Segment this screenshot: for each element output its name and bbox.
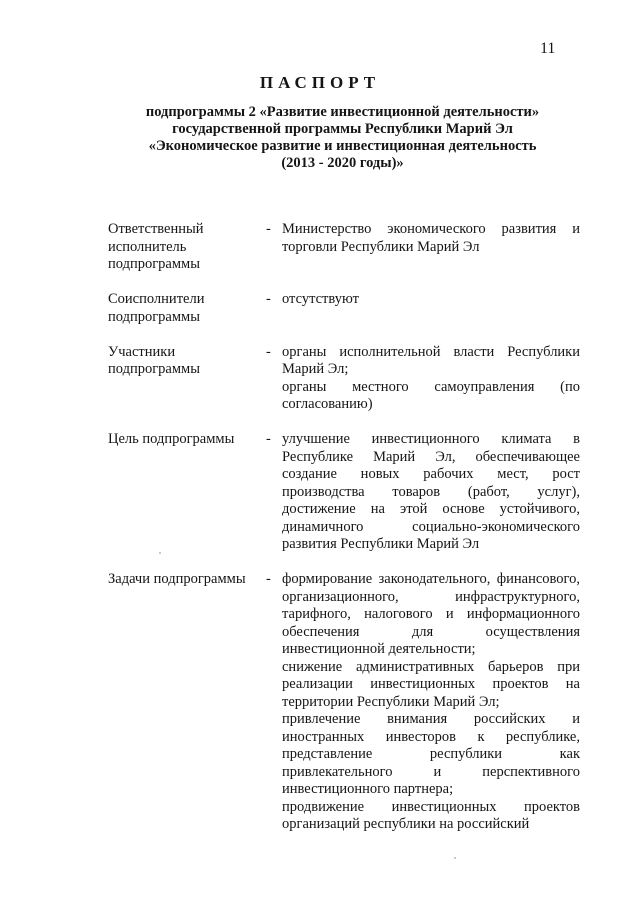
- title-line: государственной программы Республики Марий Эл: [172, 121, 513, 137]
- row-value: [282, 431, 580, 554]
- title-line: (2013 - 2020 годы)»: [281, 155, 404, 171]
- value-line: органы местного самоуправления (по согласованию): [282, 378, 580, 412]
- row-value: [282, 291, 580, 326]
- value-line: Министерство экономического развития и торговли Республики Марий Эл: [282, 221, 580, 255]
- row-label: Соисполнители подпрограммы: [108, 291, 205, 325]
- page-number: 11: [540, 40, 556, 57]
- passport-row-participants: [108, 344, 580, 414]
- passport-row-tasks: [108, 571, 580, 834]
- value-line: органы исполнительной власти Республики Марий Эл;: [282, 343, 580, 377]
- row-label: Участники подпрограммы: [108, 343, 200, 377]
- row-value: [282, 221, 580, 274]
- scan-speck: [159, 552, 161, 554]
- value-line: улучшение инвестиционного климата в Республике Марий Эл, обеспечивающее создание новых рабочих мест, рост производства товаров (работ, услуг), достижение на этой основе устойчивого, динамичного социально-экономического развития Республики Марий Эл: [282, 431, 580, 552]
- document-title: [100, 104, 585, 172]
- row-dash: -: [266, 431, 271, 447]
- document-heading: ПАСПОРТ: [259, 73, 381, 92]
- row-dash: -: [266, 221, 271, 237]
- row-value: [282, 344, 580, 414]
- value-line: отсутствуют: [282, 291, 359, 307]
- value-line: продвижение инвестиционных проектов организаций республики на российский: [282, 798, 580, 832]
- row-dash: -: [266, 571, 271, 587]
- value-line: снижение административных барьеров при реализации инвестиционных проектов на территории Республики Марий Эл;: [282, 658, 580, 710]
- row-label: Ответственный исполнитель подпрограммы: [108, 221, 204, 272]
- passport-table: [108, 221, 580, 851]
- passport-row-responsible: [108, 221, 580, 274]
- title-line: «Экономическое развитие и инвестиционная деятельность: [148, 138, 537, 154]
- value-line: привлечение внимания российских и иностранных инвесторов к республике, представление республики как привлекательного и перспективного инвестиционного партнера;: [282, 711, 580, 797]
- title-line: подпрограммы 2 «Развитие инвестиционной деятельности»: [145, 104, 540, 120]
- row-dash: -: [266, 343, 271, 360]
- passport-row-goal: [108, 431, 580, 554]
- scan-speck: [454, 857, 456, 859]
- row-value: [282, 571, 580, 834]
- row-label: Цель подпрограммы: [108, 431, 235, 447]
- value-line: формирование законодательного, финансового, организационного, инфраструктурного, тарифного, налогового и информационного обеспечения для осуществления инвестиционной деятельности;: [282, 571, 580, 657]
- row-dash: -: [266, 291, 271, 307]
- row-label: Задачи подпрограммы: [108, 571, 246, 587]
- passport-row-coexecutors: [108, 291, 580, 326]
